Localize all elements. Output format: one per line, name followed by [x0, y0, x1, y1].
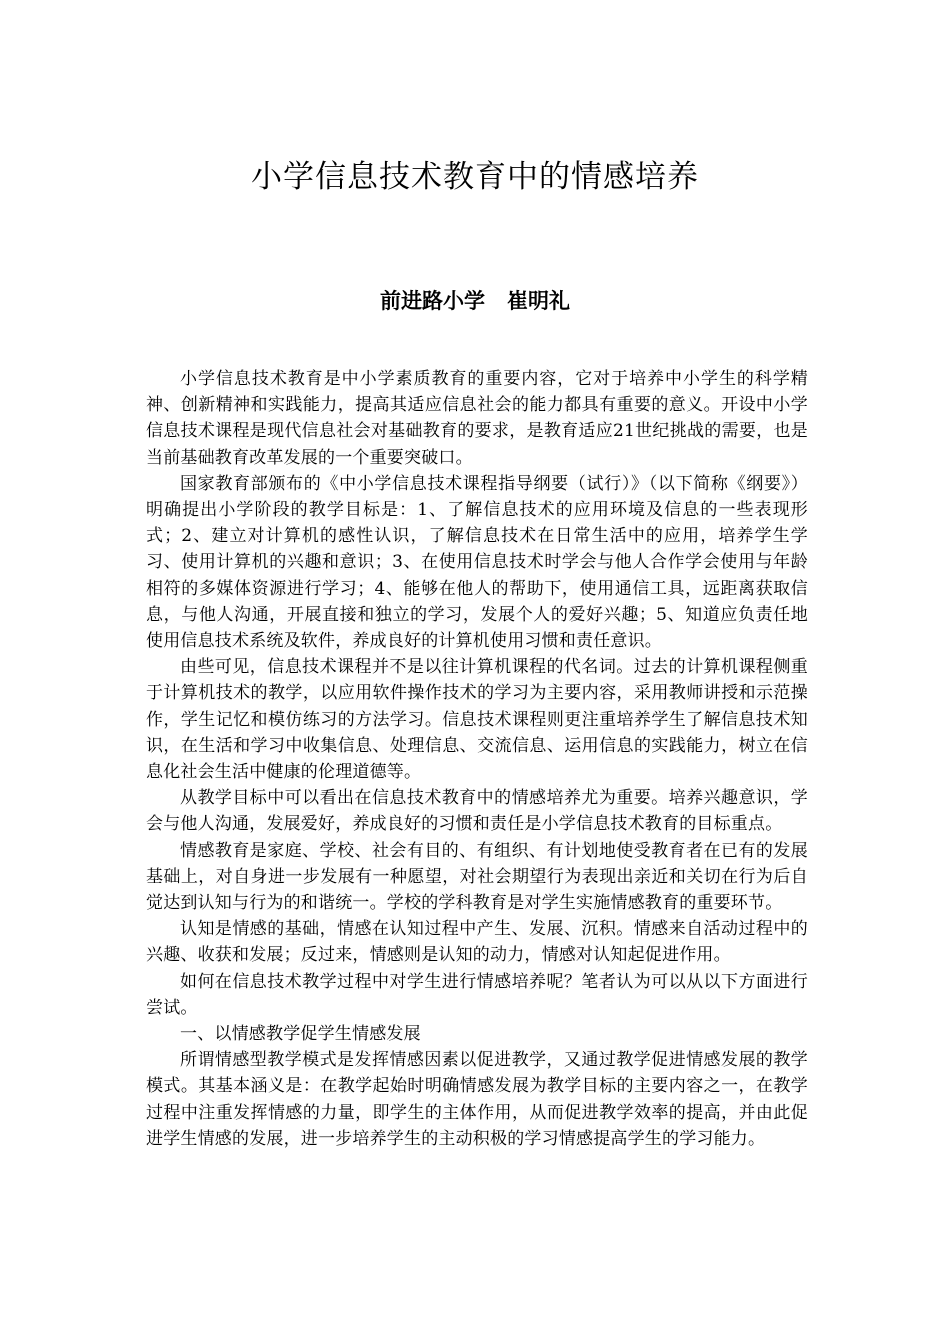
body-paragraph: 所谓情感型教学模式是发挥情感因素以促进教学，又通过教学促进情感发展的教学模式。其基本涵义是：在教学起始时明确情感发展为教学目标的主要内容之一，在教学过程中注重发挥情感的力量，即学生的主体作用，从而促进教学效率的提高，并由此促进学生情感的发展，进一步培养学生的主动积极的学习情感提高学生的学习能力。 — [146, 1050, 808, 1149]
body-paragraph: 国家教育部颁布的《中小学信息技术课程指导纲要（试行）》（以下简称《纲要》）明确提出小学阶段的教学目标是：1、了解信息技术的应用环境及信息的一些表现形式；2、建立对计算机的感性认识，了解信息技术在日常生活中的应用，培养学生学习、使用计算机的兴趣和意识；3、在使用信息技术时学会与他人合作学会使用与年龄相符的多媒体资源进行学习；4、能够在他人的帮助下，使用通信工具，远距离获取信息，与他人沟通，开展直接和独立的学习，发展个人的爱好兴趣；5、知道应负责任地使用信息技术系统及软件，养成良好的计算机使用习惯和责任意识。 — [146, 473, 808, 652]
body-paragraph: 如何在信息技术教学过程中对学生进行情感培养呢？笔者认为可以从以下方面进行尝试。 — [146, 971, 808, 1018]
body-paragraph: 从教学目标中可以看出在信息技术教育中的情感培养尤为重要。培养兴趣意识，学会与他人沟通，发展爱好，养成良好的习惯和责任是小学信息技术教育的目标重点。 — [146, 788, 808, 835]
body-paragraph: 小学信息技术教育是中小学素质教育的重要内容，它对于培养中小学生的科学精神、创新精神和实践能力，提高其适应信息社会的能力都具有重要的意义。开设中小学信息技术课程是现代信息社会对基础教育的要求，是教育适应21世纪挑战的需要，也是当前基础教育改革发展的一个重要突破口。 — [146, 369, 808, 468]
body-paragraph: 认知是情感的基础，情感在认知过程中产生、发展、沉积。情感来自活动过程中的兴趣、收获和发展；反过来，情感则是认知的动力，情感对认知起促进作用。 — [146, 919, 808, 966]
body-paragraph: 由些可见，信息技术课程并不是以往计算机课程的代名词。过去的计算机课程侧重于计算机技术的教学，以应用软件操作技术的学习为主要内容，采用教师讲授和示范操作，学生记忆和模仿练习的方法学习。信息技术课程则更注重培养学生了解信息技术知识，在生活和学习中收集信息、处理信息、交流信息、运用信息的实践能力，树立在信息化社会生活中健康的伦理道德等。 — [146, 657, 808, 783]
section-heading: 一、以情感教学促学生情感发展 — [180, 1024, 421, 1045]
body-paragraph: 情感教育是家庭、学校、社会有目的、有组织、有计划地使受教育者在已有的发展基础上，对自身进一步发展有一种愿望，对社会期望行为表现出亲近和关切在行为后自觉达到认知与行为的和谐统一。学校的学科教育是对学生实施情感教育的重要环节。 — [146, 840, 808, 914]
author-byline: 前进路小学 崔明礼 — [380, 289, 570, 313]
document-body — [146, 366, 808, 1152]
document-title: 小学信息技术教育中的情感培养 — [251, 159, 699, 195]
